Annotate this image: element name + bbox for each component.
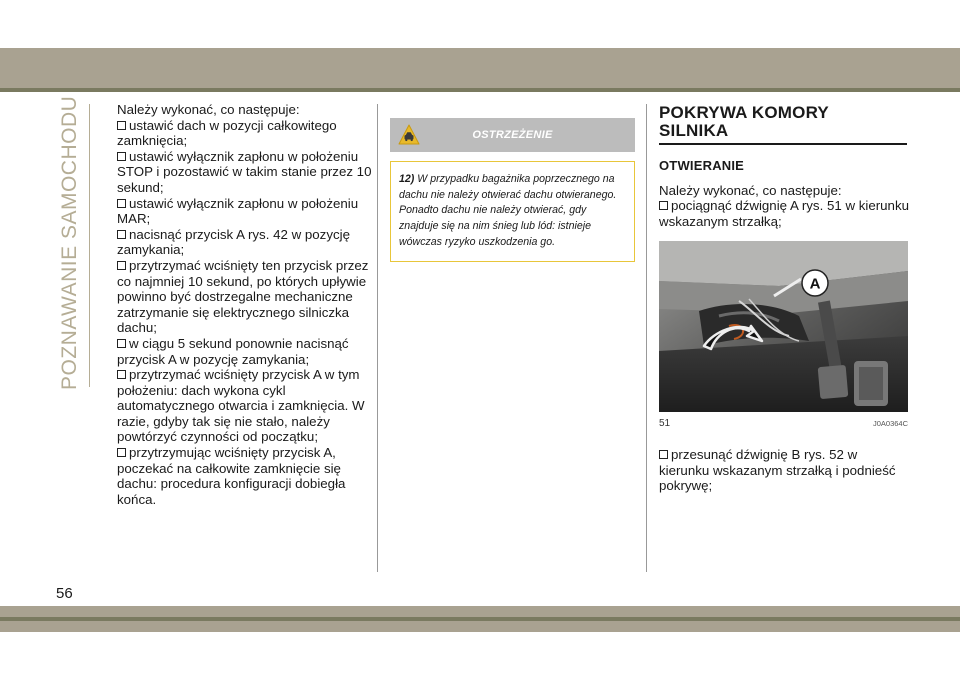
warning-box <box>390 161 635 262</box>
figure-number: 51 <box>659 418 671 429</box>
checkbox-bullet-icon <box>117 230 126 239</box>
figure-callout-a: A <box>809 275 821 293</box>
list-item: ustawić wyłącznik zapłonu w położeniu MAR; <box>117 195 359 227</box>
hood-release-lever-photo <box>659 241 908 412</box>
header-band <box>0 48 960 88</box>
left-column <box>117 102 372 507</box>
figure-code: J0A0364C <box>872 419 908 428</box>
list-item: ustawić dach w pozycji całkowitego zamknięcia; <box>117 117 337 149</box>
header-rule <box>0 88 960 92</box>
checkbox-bullet-icon <box>117 152 126 161</box>
heading-rule <box>659 143 907 145</box>
list-item: przytrzymać wciśnięty ten przycisk przez co najmniej 10 sekund, po których upływie powinno być dostrzegalne mechaniczne zatrzymanie się elektrycznego silniczka dachu; <box>117 257 369 336</box>
section-side-title: POZNAWANIE SAMOCHODU <box>58 95 81 390</box>
checkbox-bullet-icon <box>117 448 126 457</box>
checkbox-bullet-icon <box>117 261 126 270</box>
warning-title: OSTRZEŻENIE <box>472 129 553 141</box>
checkbox-bullet-icon <box>117 339 126 348</box>
section-heading: POKRYWA KOMORY SILNIKA <box>659 103 829 140</box>
list-item: w ciągu 5 sekund ponownie nacisnąć przycisk A w pozycję zamykania; <box>117 335 349 367</box>
left-intro: Należy wykonać, co następuje: <box>117 102 300 117</box>
footer-rule <box>0 617 960 621</box>
checkbox-bullet-icon <box>117 121 126 130</box>
checkbox-bullet-icon <box>659 201 668 210</box>
column-divider <box>377 104 378 572</box>
right-column <box>659 104 909 229</box>
checkbox-bullet-icon <box>117 370 126 379</box>
list-item: przytrzymać wciśnięty przycisk A w tym położeniu: dach wykona cykl automatycznego otwarcia i zamknięcia. W razie, gdyby tak się nie stało, należy powtórzyć czynności od początku; <box>117 367 365 445</box>
column-divider <box>646 104 647 572</box>
right-body <box>659 183 909 230</box>
figure-caption <box>659 418 908 429</box>
warning-header <box>390 118 635 152</box>
right-intro: Należy wykonać, co następuje: <box>659 182 842 198</box>
list-item: przesunąć dźwignię B rys. 52 w kierunku wskazanym strzałką i podnieść pokrywę; <box>659 447 896 494</box>
list-item: ustawić wyłącznik zapłonu w położeniu STOP i pozostawić w takim stanie przez 10 sekund; <box>117 148 372 195</box>
page-top-margin <box>0 0 960 48</box>
subheading: OTWIERANIE <box>659 158 745 173</box>
page-number: 56 <box>56 585 73 602</box>
list-item: nacisnąć przycisk A rys. 42 w pozycję zamykania; <box>117 226 350 258</box>
warning-number: 12) <box>399 173 415 185</box>
list-item: przytrzymując wciśnięty przycisk A, poczekać na całkowite zamknięcie się dachu: procedura konfiguracji dobiegła końca. <box>117 445 346 507</box>
checkbox-bullet-icon <box>117 199 126 208</box>
list-item: pociągnąć dźwignię A rys. 51 w kierunku wskazanym strzałką; <box>659 198 909 229</box>
right-column-continued <box>659 447 909 494</box>
checkbox-bullet-icon <box>659 450 668 459</box>
warning-text: W przypadku bagażnika poprzecznego na dachu nie należy otwierać dachu otwieranego. Ponadto dachu nie należy otwierać, gdy znajduje się na nim śnieg lub lód: istnieje wówczas ryzyko uszkodzenia go. <box>399 173 617 248</box>
side-title-rule <box>89 104 90 387</box>
warning-section <box>390 118 635 262</box>
